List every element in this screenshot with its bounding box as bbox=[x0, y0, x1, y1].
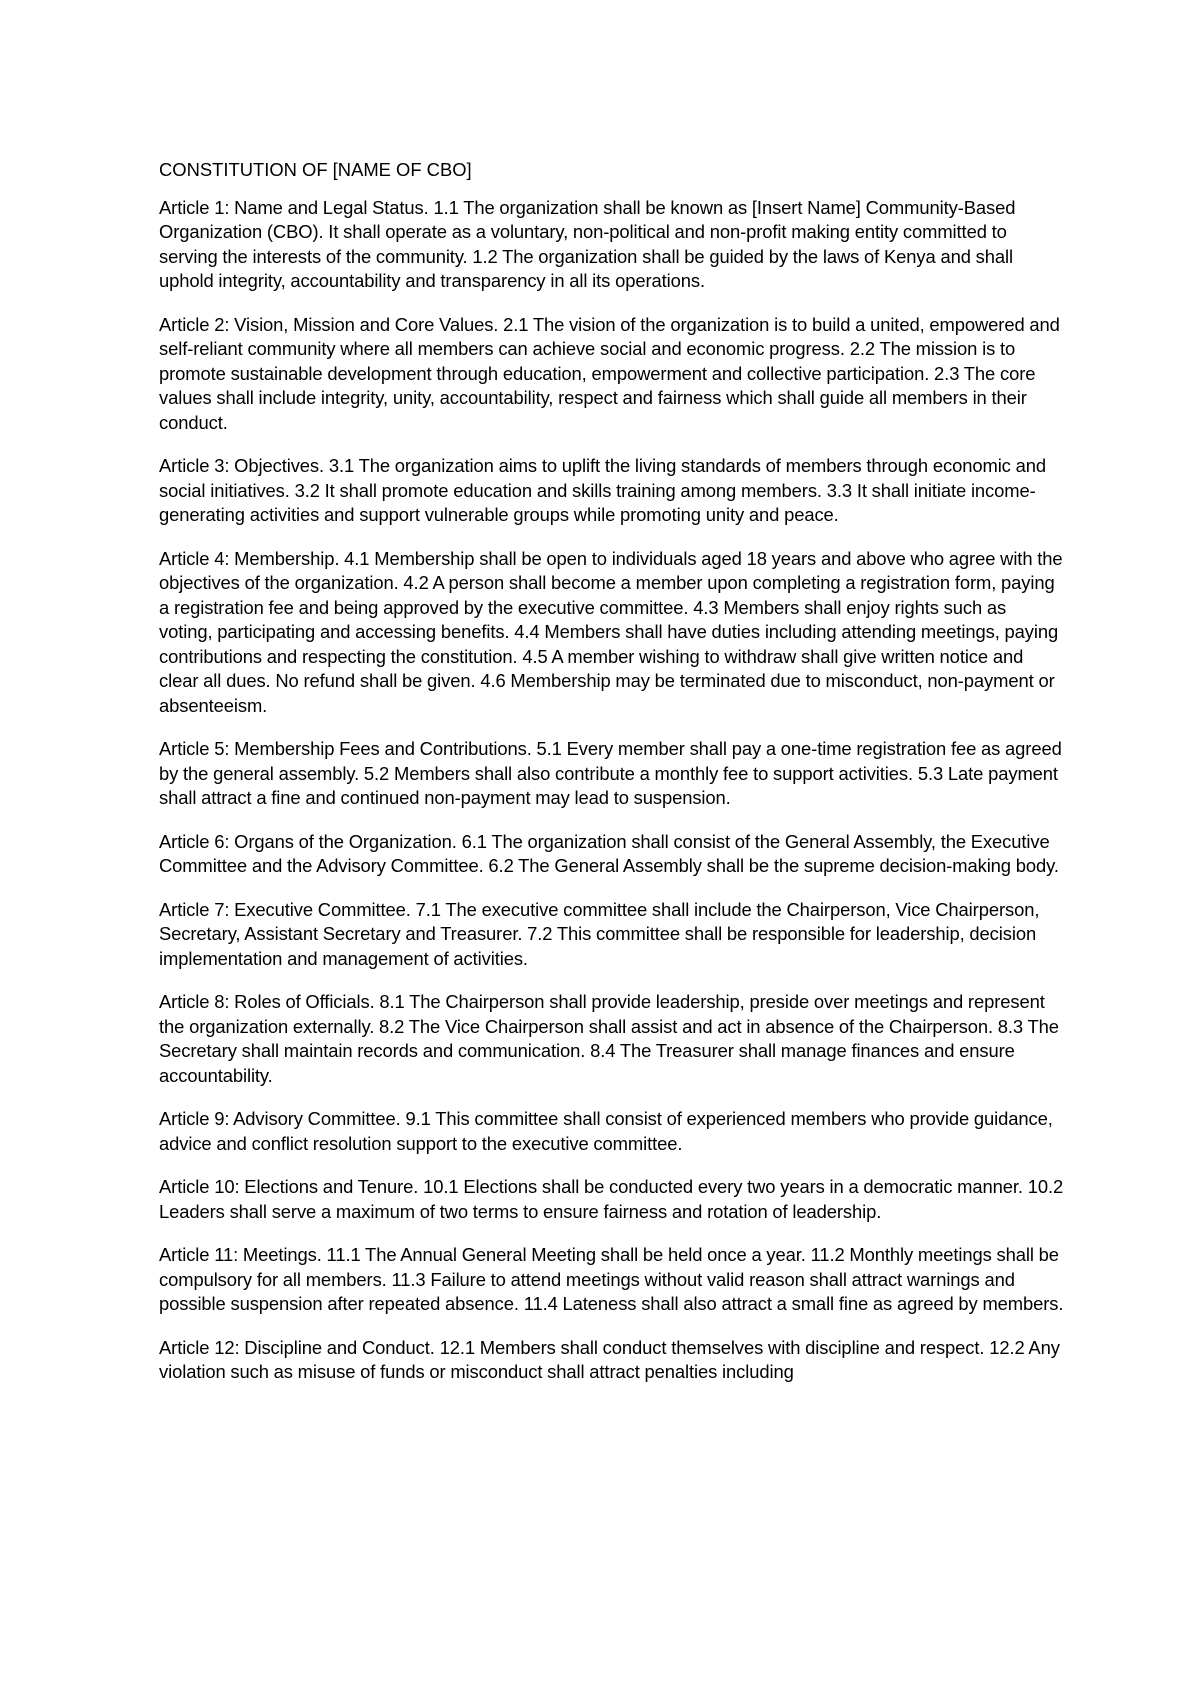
article-12: Article 12: Discipline and Conduct. 12.1 Members shall conduct themselves with discipline and respect. 12.2 Any violation such as misuse of funds or misconduct shall attract penalties including bbox=[159, 1336, 1060, 1382]
article-1: Article 1: Name and Legal Status. 1.1 The organization shall be known as [Insert Name] Community-Based Organization (CBO). It shall operate as a voluntary, non-political and non-profit making entity committed to serving the interests of the community. 1.2 The organization shall be guided by the laws of Kenya and shall uphold integrity, accountability and transparency in all its operations. bbox=[159, 196, 1016, 291]
article-11: Article 11: Meetings. 11.1 The Annual General Meeting shall be held once a year. 11.2 Monthly meetings shall be compulsory for all members. 11.3 Failure to attend meetings without valid reason shall attract warnings and possible suspension after repeated absence. 11.4 Lateness shall also attract a small fine as agreed by members. bbox=[159, 1244, 1064, 1314]
article-3: Article 3: Objectives. 3.1 The organization aims to uplift the living standards of members through economic and social initiatives. 3.2 It shall promote education and skills training among members. 3.3 It shall initiate income-generating activities and support vulnerable groups while promoting unity and peace. bbox=[159, 455, 1046, 525]
article-8: Article 8: Roles of Officials. 8.1 The Chairperson shall provide leadership, preside over meetings and represent the organization externally. 8.2 The Vice Chairperson shall assist and act in absence of the Chairperson. 8.3 The Secretary shall maintain records and communication. 8.4 The Treasurer shall manage finances and ensure accountability. bbox=[159, 991, 1059, 1086]
article-5: Article 5: Membership Fees and Contributions. 5.1 Every member shall pay a one-time registration fee as agreed by the general assembly. 5.2 Members shall also contribute a monthly fee to support activities. 5.3 Late payment shall attract a fine and continued non-payment may lead to suspension. bbox=[159, 738, 1062, 808]
article-2: Article 2: Vision, Mission and Core Values. 2.1 The vision of the organization is to build a united, empowered and self-reliant community where all members can achieve social and economic progress. 2.2 The mission is to promote sustainable development through education, empowerment and collective participation. 2.3 The core values shall include integrity, unity, accountability, respect and fairness which shall guide all members in their conduct. bbox=[159, 313, 1060, 433]
document-body bbox=[159, 158, 1064, 1404]
article-4: Article 4: Membership. 4.1 Membership shall be open to individuals aged 18 years and above who agree with the objectives of the organization. 4.2 A person shall become a member upon completing a registration form, paying a registration fee and being approved by the executive committee. 4.3 Members shall enjoy rights such as voting, participating and accessing benefits. 4.4 Members shall have duties including attending meetings, paying contributions and respecting the constitution. 4.5 A member wishing to withdraw shall give written notice and clear all dues. No refund shall be given. 4.6 Membership may be terminated due to misconduct, non-payment or absenteeism. bbox=[159, 547, 1063, 716]
article-7: Article 7: Executive Committee. 7.1 The executive committee shall include the Chairperson, Vice Chairperson, Secretary, Assistant Secretary and Treasurer. 7.2 This committee shall be responsible for leadership, decision implementation and management of activities. bbox=[159, 898, 1040, 969]
document-title: CONSTITUTION OF [NAME OF CBO] bbox=[159, 159, 472, 180]
article-9: Article 9: Advisory Committee. 9.1 This committee shall consist of experienced members who provide guidance, advice and conflict resolution support to the executive committee. bbox=[159, 1108, 1053, 1154]
article-10: Article 10: Elections and Tenure. 10.1 Elections shall be conducted every two years in a democratic manner. 10.2 Leaders shall serve a maximum of two terms to ensure fairness and rotation of leadership. bbox=[159, 1176, 1064, 1222]
article-6: Article 6: Organs of the Organization. 6.1 The organization shall consist of the General Assembly, the Executive Committee and the Advisory Committee. 6.2 The General Assembly shall be the supreme decision-making body. bbox=[159, 830, 1059, 876]
